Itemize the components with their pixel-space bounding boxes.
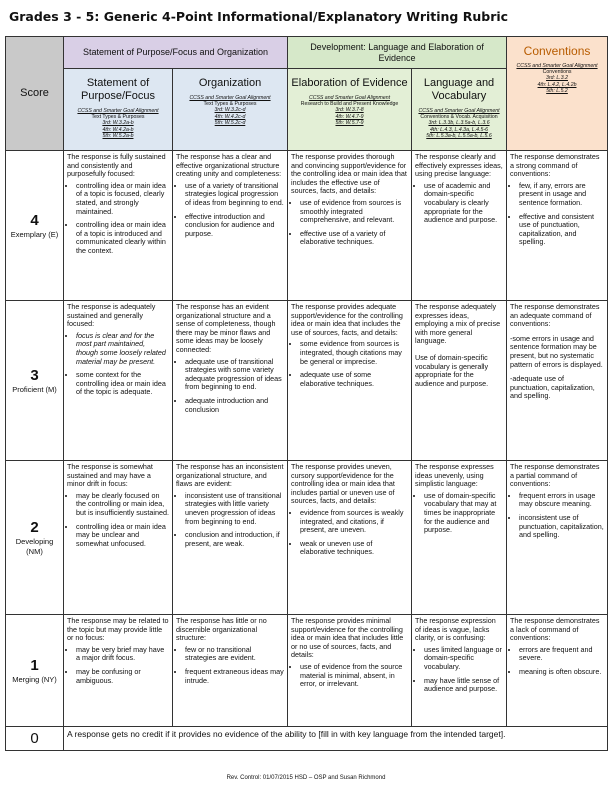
- criterion-item: • some evidence from sources is integrated, though citations may be general or imprecise.: [300, 340, 408, 366]
- language-std: CCSS and Smarter Goal Alignment: [418, 108, 500, 114]
- criterion-text: adequate use of punctuation, capitalization, and spelling.: [510, 374, 595, 401]
- language-title: Language and Vocabulary: [423, 77, 495, 102]
- criterion-item: • focus is clear and for the most part maintained, though some loosely related material may be present.: [76, 332, 169, 366]
- criterion-item: • may be confusing or ambiguous.: [76, 668, 169, 685]
- conventions-std-line: 3rd: L.3.2: [546, 75, 568, 82]
- organization-std-line: Text Types & Purposes: [203, 101, 257, 108]
- criterion-item: • errors are frequent and severe.: [519, 646, 604, 663]
- criterion-item: • use of a variety of transitional strategies logical progression of ideas from beginning to end.: [185, 182, 284, 208]
- score-cell-3: [6, 301, 64, 461]
- language-std-line: 5th: L.5.3a-b, L.5.5a-b, L.5.6: [426, 132, 492, 139]
- purpose-std-line: 3rd: W.3.2a-b: [102, 120, 134, 127]
- cell-intro: The response has an inconsistent organizational structure, and flaws are evident:: [176, 462, 284, 489]
- cell-intro: The response provides uneven, cursory support/evidence for the controlling idea or main idea that includes partial or uneven use of sources, facts, and details:: [291, 462, 395, 506]
- criterion-item: • uses limited language or domain-specific vocabulary.: [424, 646, 503, 672]
- organization-std-line: 4th: W.4.2c-d: [214, 113, 246, 120]
- cell-intro: The response demonstrates a lack of command of conventions:: [510, 616, 600, 643]
- cell-intro: The response adequately expresses ideas, employing a mix of precise with more general language.: [415, 302, 501, 346]
- cell-intro: The response demonstrates a strong command of conventions:: [510, 152, 600, 179]
- criterion-item: • controlling idea or main idea of a topic is introduced and communicated clearly within the context.: [76, 221, 169, 255]
- criterion-item: • use of domain-specific vocabulary that may at times be inappropriate for the audience and purpose.: [424, 492, 503, 535]
- criterion-item: • use of academic and domain-specific vocabulary is clearly appropriate for the audience and purpose.: [424, 182, 503, 225]
- purpose-std-line: 4th: W.4.2a-b: [102, 126, 134, 133]
- criterion-item: • effective and consistent use of punctuation, capitalization, and spelling.: [519, 213, 604, 247]
- conventions-title: Conventions: [523, 44, 591, 58]
- organization-std-line: 3rd: W.3.2c-d: [214, 107, 246, 114]
- cell-intro: The response provides minimal support/evidence for the controlling idea or main idea that includes little or no use of sources, facts, and details:: [291, 616, 404, 660]
- cell-organization: [173, 461, 288, 615]
- criterion-item: • some context for the controlling idea or main idea of the topic is adequate.: [76, 371, 169, 397]
- header-purpose: [64, 69, 173, 151]
- score-number: 0: [30, 729, 39, 747]
- organization-std: CCSS and Smarter Goal Alignment: [189, 95, 271, 101]
- criterion-item: • controlling idea or main idea may be unclear and somewhat unfocused.: [76, 523, 169, 549]
- cell-organization: [173, 151, 288, 301]
- language-std-line: 3rd: L.3.3b, L.3.5a-b, L.3.6: [428, 120, 490, 127]
- organization-title: Organization: [198, 77, 262, 89]
- elaboration-std: CCSS and Smarter Goal Alignment: [308, 95, 391, 101]
- cell-intro: The response clearly and effectively expresses ideas, using precise language:: [415, 152, 503, 179]
- score-cell-1: [6, 615, 64, 727]
- cell-intro: The response expression of ideas is vague, lacks clarity, or is confusing:: [415, 616, 496, 643]
- criterion-item: • few or no transitional strategies are evident.: [185, 646, 284, 663]
- criterion-text: some errors in usage and sentence formation may be present, but no systematic pattern of errors is displayed.: [510, 333, 603, 369]
- rubric-row-4: [6, 151, 608, 301]
- criterion-item: • adequate introduction and conclusion: [185, 397, 284, 414]
- criterion-item: • few, if any, errors are present in usage and sentence formation.: [519, 182, 604, 208]
- language-std-line: Conventions & Vocab. Acquisition: [420, 114, 498, 121]
- cell-language: [412, 151, 507, 301]
- criterion-item: • effective introduction and conclusion for audience and purpose.: [185, 213, 284, 239]
- header-elaboration: [288, 69, 412, 151]
- conventions-std-line: 5th: L.5.2: [546, 87, 568, 94]
- cell-intro: The response has little or no discernible organizational structure:: [176, 616, 267, 643]
- cell-purpose: [64, 615, 173, 727]
- score-cell-2: [6, 461, 64, 615]
- purpose-std: CCSS and Smarter Goal Alignment: [77, 108, 159, 114]
- page-title: Grades 3 - 5: Generic 4-Point Informational/Explanatory Writing Rubric: [9, 9, 509, 24]
- purpose-std-line: 5th: W.5.2a-b: [102, 132, 134, 139]
- cell-elaboration: [288, 461, 412, 615]
- cell-purpose: [64, 461, 173, 615]
- score-number: 1: [30, 656, 39, 674]
- elaboration-std-line: Research to Build and Present Knowledge: [300, 101, 399, 108]
- header-conventions: [507, 37, 608, 151]
- rubric-table: [5, 36, 608, 751]
- score-number: 2: [30, 518, 39, 536]
- cell-conventions: [507, 301, 608, 461]
- rubric-row-2: [6, 461, 608, 615]
- header-organization: [173, 69, 288, 151]
- rubric-row-3: [6, 301, 608, 461]
- cell-intro: The response may be related to the topic but may provide little or no focus:: [67, 616, 169, 643]
- group-header-development: Development: Language and Elaboration of Evidence: [288, 37, 507, 69]
- elaboration-std-line: 3rd: W.3.7-8: [335, 107, 364, 114]
- cell-intro: The response is somewhat sustained and may have a minor drift in focus:: [67, 462, 153, 489]
- cell-intro: The response demonstrates an adequate command of conventions:: [510, 302, 600, 329]
- cell-language: [412, 461, 507, 615]
- elaboration-title: Elaboration of Evidence: [291, 77, 408, 89]
- header-language: [412, 69, 507, 151]
- criterion-item: • frequent errors in usage may obscure meaning.: [519, 492, 604, 509]
- criterion-item: • meaning is often obscure.: [519, 668, 604, 677]
- conventions-std: CCSS and Smarter Goal Alignment: [516, 63, 598, 69]
- elaboration-std-line: 4th: W.4.7-9: [335, 113, 364, 120]
- cell-elaboration: [288, 615, 412, 727]
- criterion-item: • weak or uneven use of elaborative techniques.: [300, 540, 408, 557]
- cell-purpose: [64, 151, 173, 301]
- score-label: Proficient (M): [12, 384, 57, 394]
- cell-elaboration: [288, 301, 412, 461]
- criterion-item: • frequent extraneous ideas may intrude.: [185, 668, 284, 685]
- score-label: Developing (NM): [15, 536, 54, 556]
- cell-language: [412, 615, 507, 727]
- zero-description: A response gets no credit if it provides no evidence of the ability to [fill in with key language from the intended target].: [64, 727, 608, 751]
- cell-intro: The response is fully sustained and consistently and purposefully focused:: [67, 152, 166, 179]
- footer-revision: Rev. Control: 01/07/2015 HSD – OSP and Susan Richmond: [226, 775, 386, 781]
- conventions-std-line: Conventions: [542, 69, 572, 76]
- score-cell-4: [6, 151, 64, 301]
- cell-conventions: [507, 615, 608, 727]
- cell-organization: [173, 615, 288, 727]
- rubric-row-0: [6, 727, 608, 751]
- score-number: 4: [30, 211, 39, 229]
- cell-organization: [173, 301, 288, 461]
- purpose-title: Statement of Purpose/Focus: [81, 77, 155, 102]
- criterion-item: • adequate use of transitional strategies with some variety adequate progression of ideas from beginning to end.: [185, 358, 284, 392]
- criterion-item: • use of evidence from the source material is minimal, absent, in error, or irrelevant.: [300, 663, 408, 689]
- elaboration-std-line: 5th: W.5.7-9: [335, 119, 364, 126]
- cell-conventions: [507, 151, 608, 301]
- organization-std-line: 5th: W.5.2c-d: [214, 119, 246, 126]
- criterion-item: • effective use of a variety of elaborative techniques.: [300, 230, 408, 247]
- criterion-item: • controlling idea or main idea of a topic is focused, clearly stated, and strongly maintained.: [76, 182, 169, 216]
- cell-elaboration: [288, 151, 412, 301]
- criterion-item: • conclusion and introduction, if present, are weak.: [185, 531, 284, 548]
- criterion-item: • may have little sense of audience and purpose.: [424, 677, 503, 694]
- score-label: Merging (NY): [12, 674, 57, 684]
- criterion-item: • use of evidence from sources is smoothly integrated comprehensive, and relevant.: [300, 199, 408, 225]
- criterion-item: Use of domain-specific vocabulary is generally appropriate for the audience and purpose.: [415, 352, 489, 388]
- cell-conventions: [507, 461, 608, 615]
- cell-intro: The response has a clear and effective organizational structure creating unity and completeness:: [176, 152, 282, 179]
- conventions-std-line: 4th: L.4.2, L.4.2b: [537, 81, 577, 88]
- cell-purpose: [64, 301, 173, 461]
- score-header: Score: [6, 37, 64, 151]
- language-std-line: 4th: L.4.3, L.4.3a, L.4.5-6: [430, 126, 488, 133]
- purpose-std-line: Text Types & Purposes: [91, 114, 145, 121]
- criterion-item: • inconsistent use of transitional strategies with little variety uneven progression of ideas from beginning to end.: [185, 492, 284, 526]
- cell-intro: The response provides adequate support/evidence for the controlling idea or main idea that includes the use of sources, facts, and details:: [291, 302, 403, 337]
- cell-intro: The response provides thorough and convincing support/evidence for the controlling idea or main idea that includes the effective use of sources, facts, and details:: [291, 152, 407, 196]
- group-header-purpose-organization: Statement of Purpose/Focus and Organization: [64, 37, 288, 69]
- score-cell-0: [6, 727, 64, 751]
- cell-intro: The response has an evident organizational structure and a sense of completeness, though there may be minor flaws and some ideas may be loosely connected:: [176, 302, 276, 354]
- rubric-row-1: [6, 615, 608, 727]
- score-label: Exemplary (E): [10, 229, 59, 239]
- score-number: 3: [30, 366, 39, 384]
- cell-intro: The response demonstrates a partial command of conventions:: [510, 462, 600, 489]
- criterion-item: • evidence from sources is weakly integrated, and citations, if present, are uneven.: [300, 509, 408, 535]
- cell-language: [412, 301, 507, 461]
- criterion-item: • inconsistent use of punctuation, capitalization, and spelling.: [519, 514, 604, 540]
- criterion-item: • adequate use of some elaborative techniques.: [300, 371, 408, 388]
- criterion-item: • may be clearly focused on the controlling or main idea, but is insufficiently sustained.: [76, 492, 169, 518]
- cell-intro: The response is adequately sustained and generally focused:: [67, 302, 156, 329]
- criterion-item: -adequate use of punctuation, capitalization, and spelling.: [510, 374, 595, 401]
- cell-intro: The response expresses ideas unevenly, using simplistic language:: [415, 462, 494, 489]
- criterion-item: • may be very brief may have a major drift focus.: [76, 646, 169, 663]
- criterion-item: -some errors in usage and sentence formation may be present, but no systematic pattern of errors is displayed.: [510, 333, 603, 369]
